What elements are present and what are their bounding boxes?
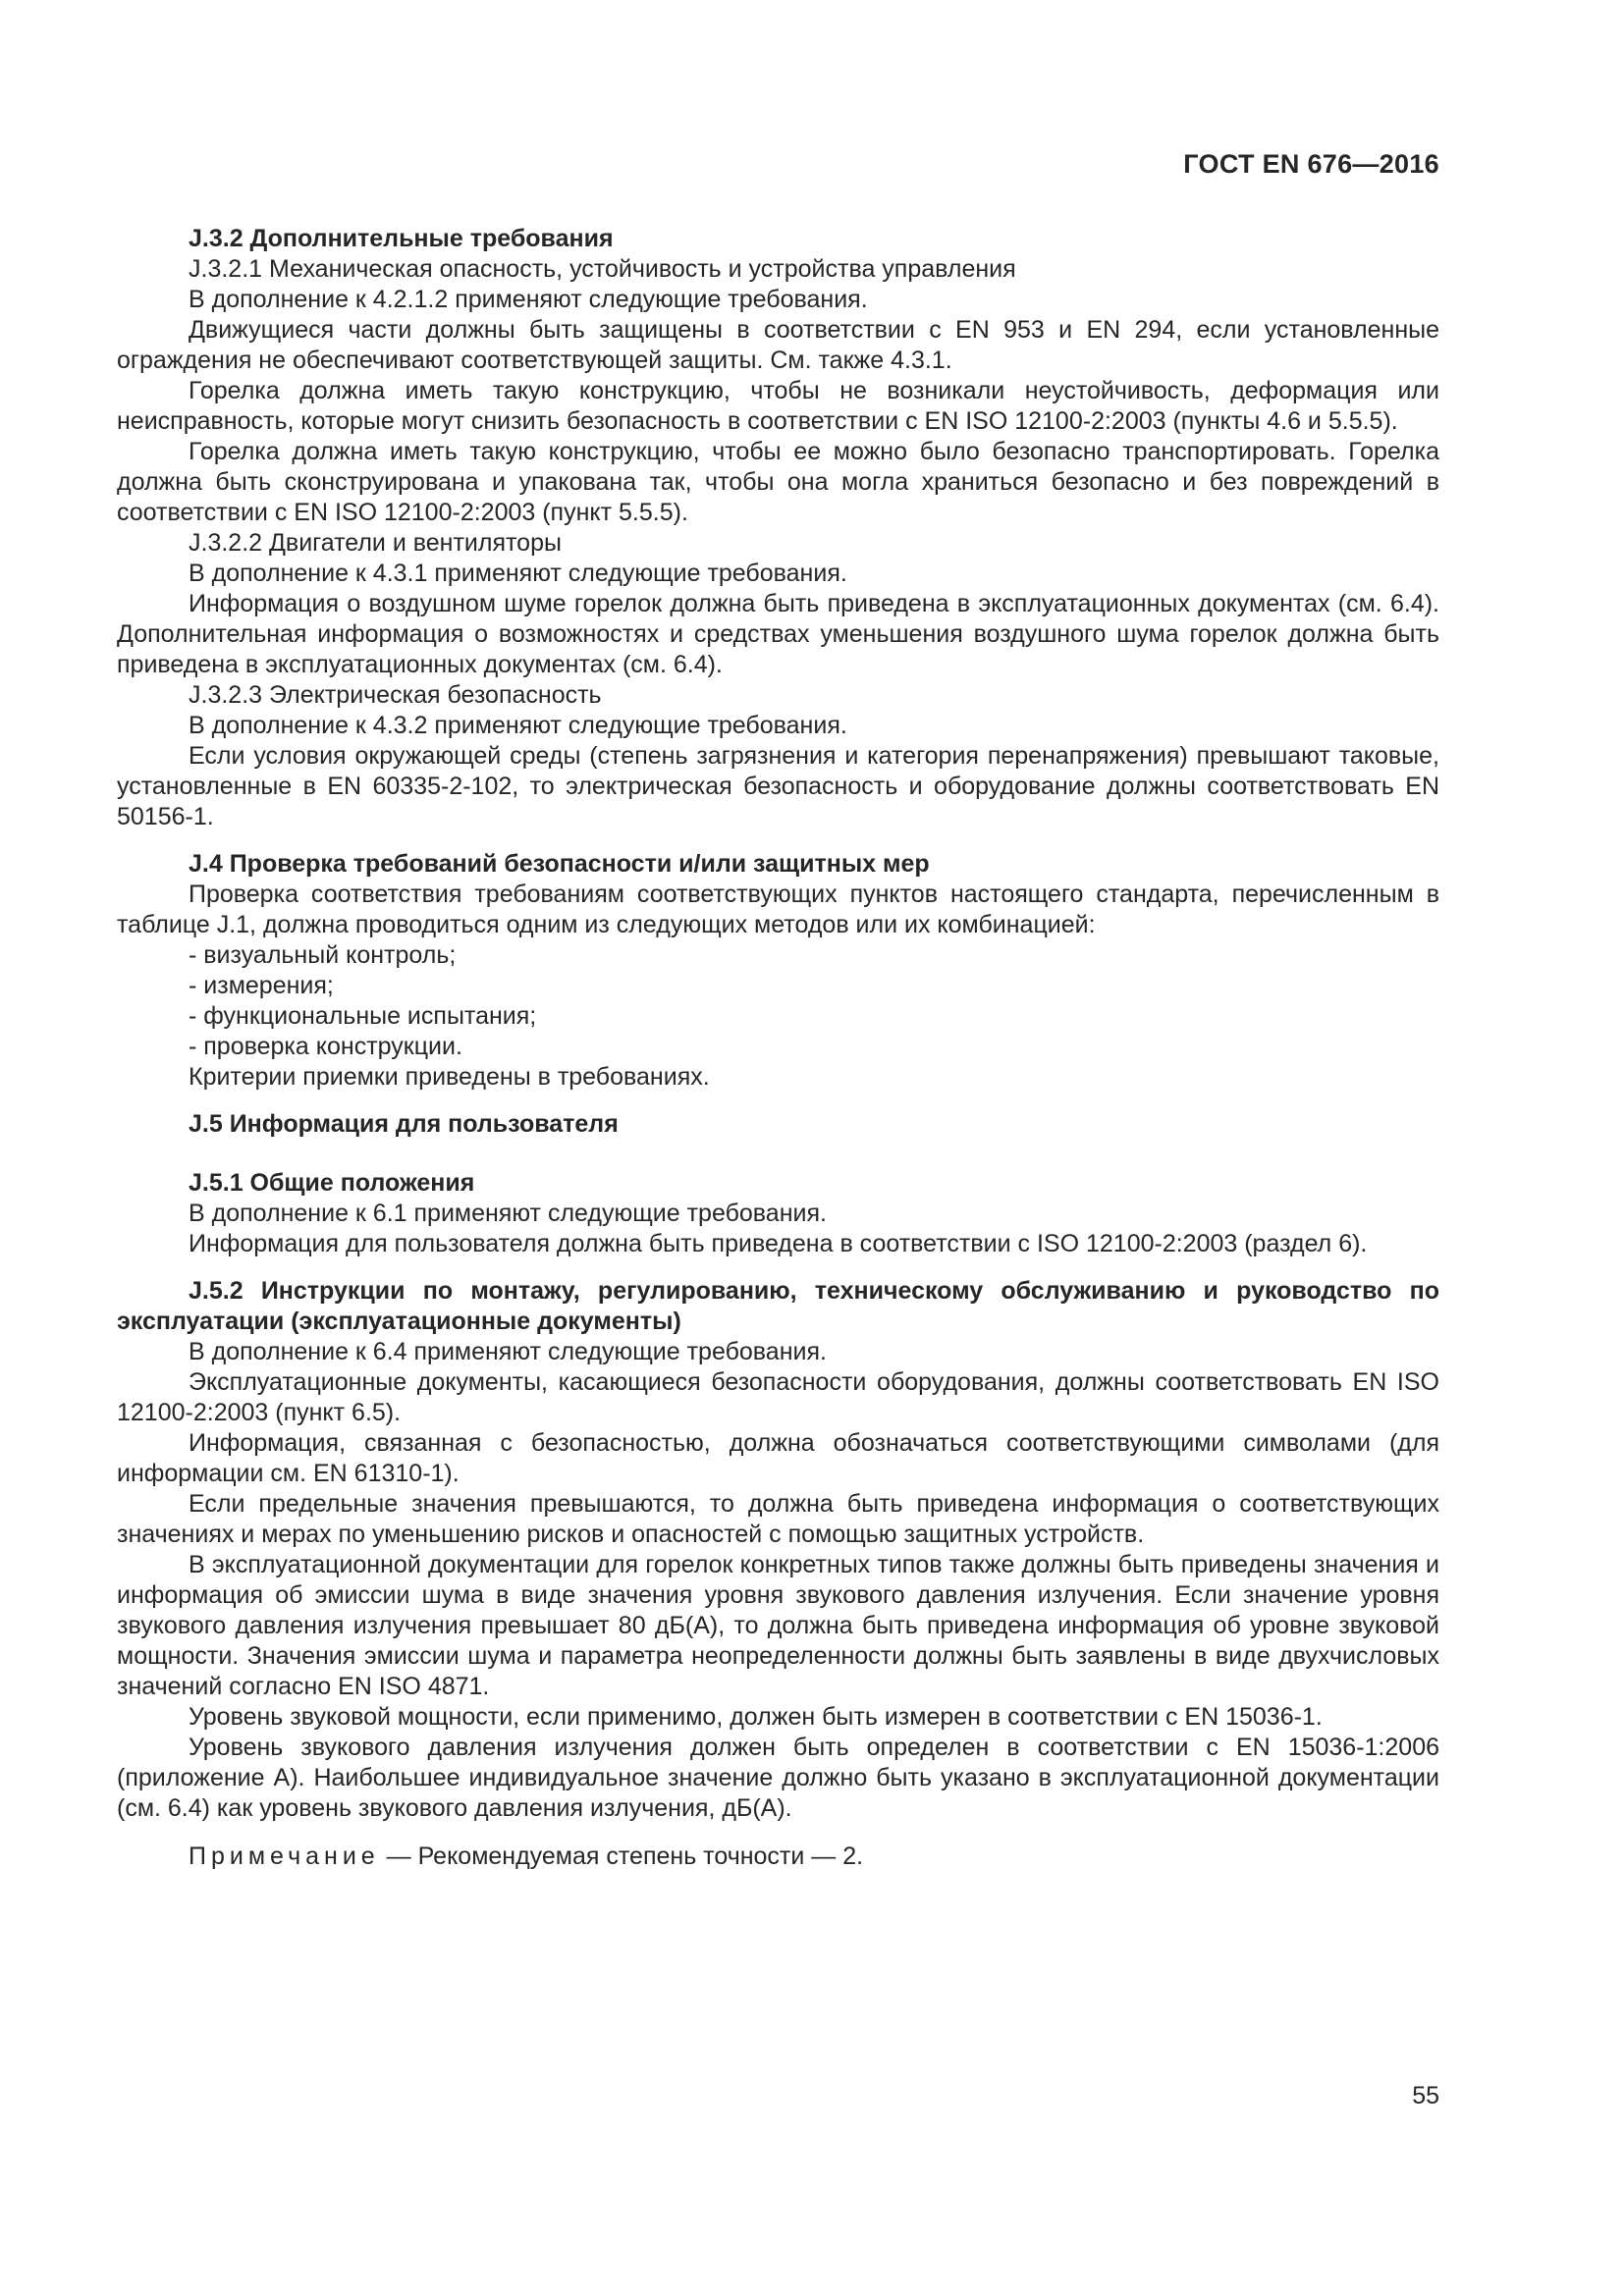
section-j4-title: J.4 Проверка требований безопасности и/или защитных мер [189,850,930,878]
section-j322-title: J.3.2.2 Двигатели и вентиляторы [189,529,562,557]
section-j51-title: J.5.1 Общие положения [189,1169,475,1197]
paragraph: В дополнение к 4.3.2 применяют следующие требования. [189,712,847,739]
note-label: Примечание [189,1842,380,1870]
paragraph: В эксплуатационной документации для горелок конкретных типов также должны быть приведены значения и информация об эмиссии шума в виде значения уровня звукового давления излучения. Если значение уровня звукового давления излучения превышает 80 дБ(А), то должна быть приведена информация об уровне звуковой мощности. Значения эмиссии шума и параметра неопределенности должны быть заявлены в виде двухчисловых значений согласно EN ISO 4871. [117,1551,1439,1700]
paragraph: Движущиеся части должны быть защищены в соответствии с EN 953 и EN 294, если установленные ограждения не обеспечивают соответствующей защиты. См. также 4.3.1. [117,316,1439,374]
note [117,1842,1439,1872]
paragraph: Если предельные значения превышаются, то должна быть приведена информация о соответствующих значениях и мерах по уменьшению рисков и опасностей с помощью защитных устройств. [117,1490,1439,1548]
paragraph: В дополнение к 6.4 применяют следующие требования. [189,1338,827,1365]
list-item: - измерения; [189,972,334,999]
section-j321-title: J.3.2.1 Механическая опасность, устойчивость и устройства управления [189,255,1016,283]
document-header: ГОСТ EN 676—2016 [1183,149,1439,179]
section-j5-title: J.5 Информация для пользователя [189,1110,619,1138]
list-item: - проверка конструкции. [189,1033,462,1060]
paragraph: Горелка должна иметь такую конструкцию, чтобы не возникали неустойчивость, деформация или неисправность, которые могут снизить безопасность в соответствии с EN ISO 12100-2:2003 (пункты 4.6 и 5.5.5). [117,377,1439,435]
page-number: 55 [1412,2082,1439,2109]
paragraph: Уровень звуковой мощности, если применимо, должен быть измерен в соответствии с EN 15036-1. [189,1703,1323,1731]
paragraph: Информация, связанная с безопасностью, должна обозначаться соответствующими символами (для информации см. EN 61310-1). [117,1429,1439,1487]
paragraph: Проверка соответствия требованиям соответствующих пунктов настоящего стандарта, перечисленным в таблице J.1, должна проводиться одним из следующих методов или их комбинацией: [117,881,1439,938]
section-j52-title: J.5.2 Инструкции по монтажу, регулированию, техническому обслуживанию и руководство по эксплуатации (эксплуатационные документы) [117,1277,1439,1335]
paragraph: В дополнение к 4.3.1 применяют следующие требования. [189,560,847,587]
paragraph: Если условия окружающей среды (степень загрязнения и категория перенапряжения) превышают таковые, установленные в EN 60335-2-102, то электрическая безопасность и оборудование должны соответствовать EN 50156-1. [117,742,1439,830]
paragraph: Информация о воздушном шуме горелок должна быть приведена в эксплуатационных документах (см. 6.4). Дополнительная информация о возможностях и средствах уменьшения воздушного шума горелок должна быть приведена в эксплуатационных документах (см. 6.4). [117,590,1439,678]
section-j323-title: J.3.2.3 Электрическая безопасность [189,681,602,709]
list-item: - визуальный контроль; [189,941,457,969]
paragraph: В дополнение к 4.2.1.2 применяют следующие требования. [189,286,868,313]
paragraph: Эксплуатационные документы, касающиеся безопасности оборудования, должны соответствовать EN ISO 12100-2:2003 (пункт 6.5). [117,1368,1439,1426]
document-body [117,224,1439,1872]
list-item: - функциональные испытания; [189,1002,537,1030]
note-text: — Рекомендуемая степень точности — 2. [379,1842,864,1870]
section-j32-title: J.3.2 Дополнительные требования [189,225,614,252]
paragraph: Критерии приемки приведены в требованиях. [189,1063,710,1091]
paragraph: Горелка должна иметь такую конструкцию, чтобы ее можно было безопасно транспортировать. Горелка должна быть сконструирована и упакована так, чтобы она могла храниться безопасно и без повреждений в соответствии с EN ISO 12100-2:2003 (пункт 5.5.5). [117,438,1439,526]
paragraph: В дополнение к 6.1 применяют следующие требования. [189,1200,827,1227]
paragraph: Информация для пользователя должна быть приведена в соответствии с ISO 12100-2:2003 (раздел 6). [189,1230,1368,1257]
paragraph: Уровень звукового давления излучения должен быть определен в соответствии с EN 15036-1:2006 (приложение А). Наибольшее индивидуальное значение должно быть указано в эксплуатационной документации (см. 6.4) как уровень звукового давления излучения, дБ(А). [117,1734,1439,1822]
